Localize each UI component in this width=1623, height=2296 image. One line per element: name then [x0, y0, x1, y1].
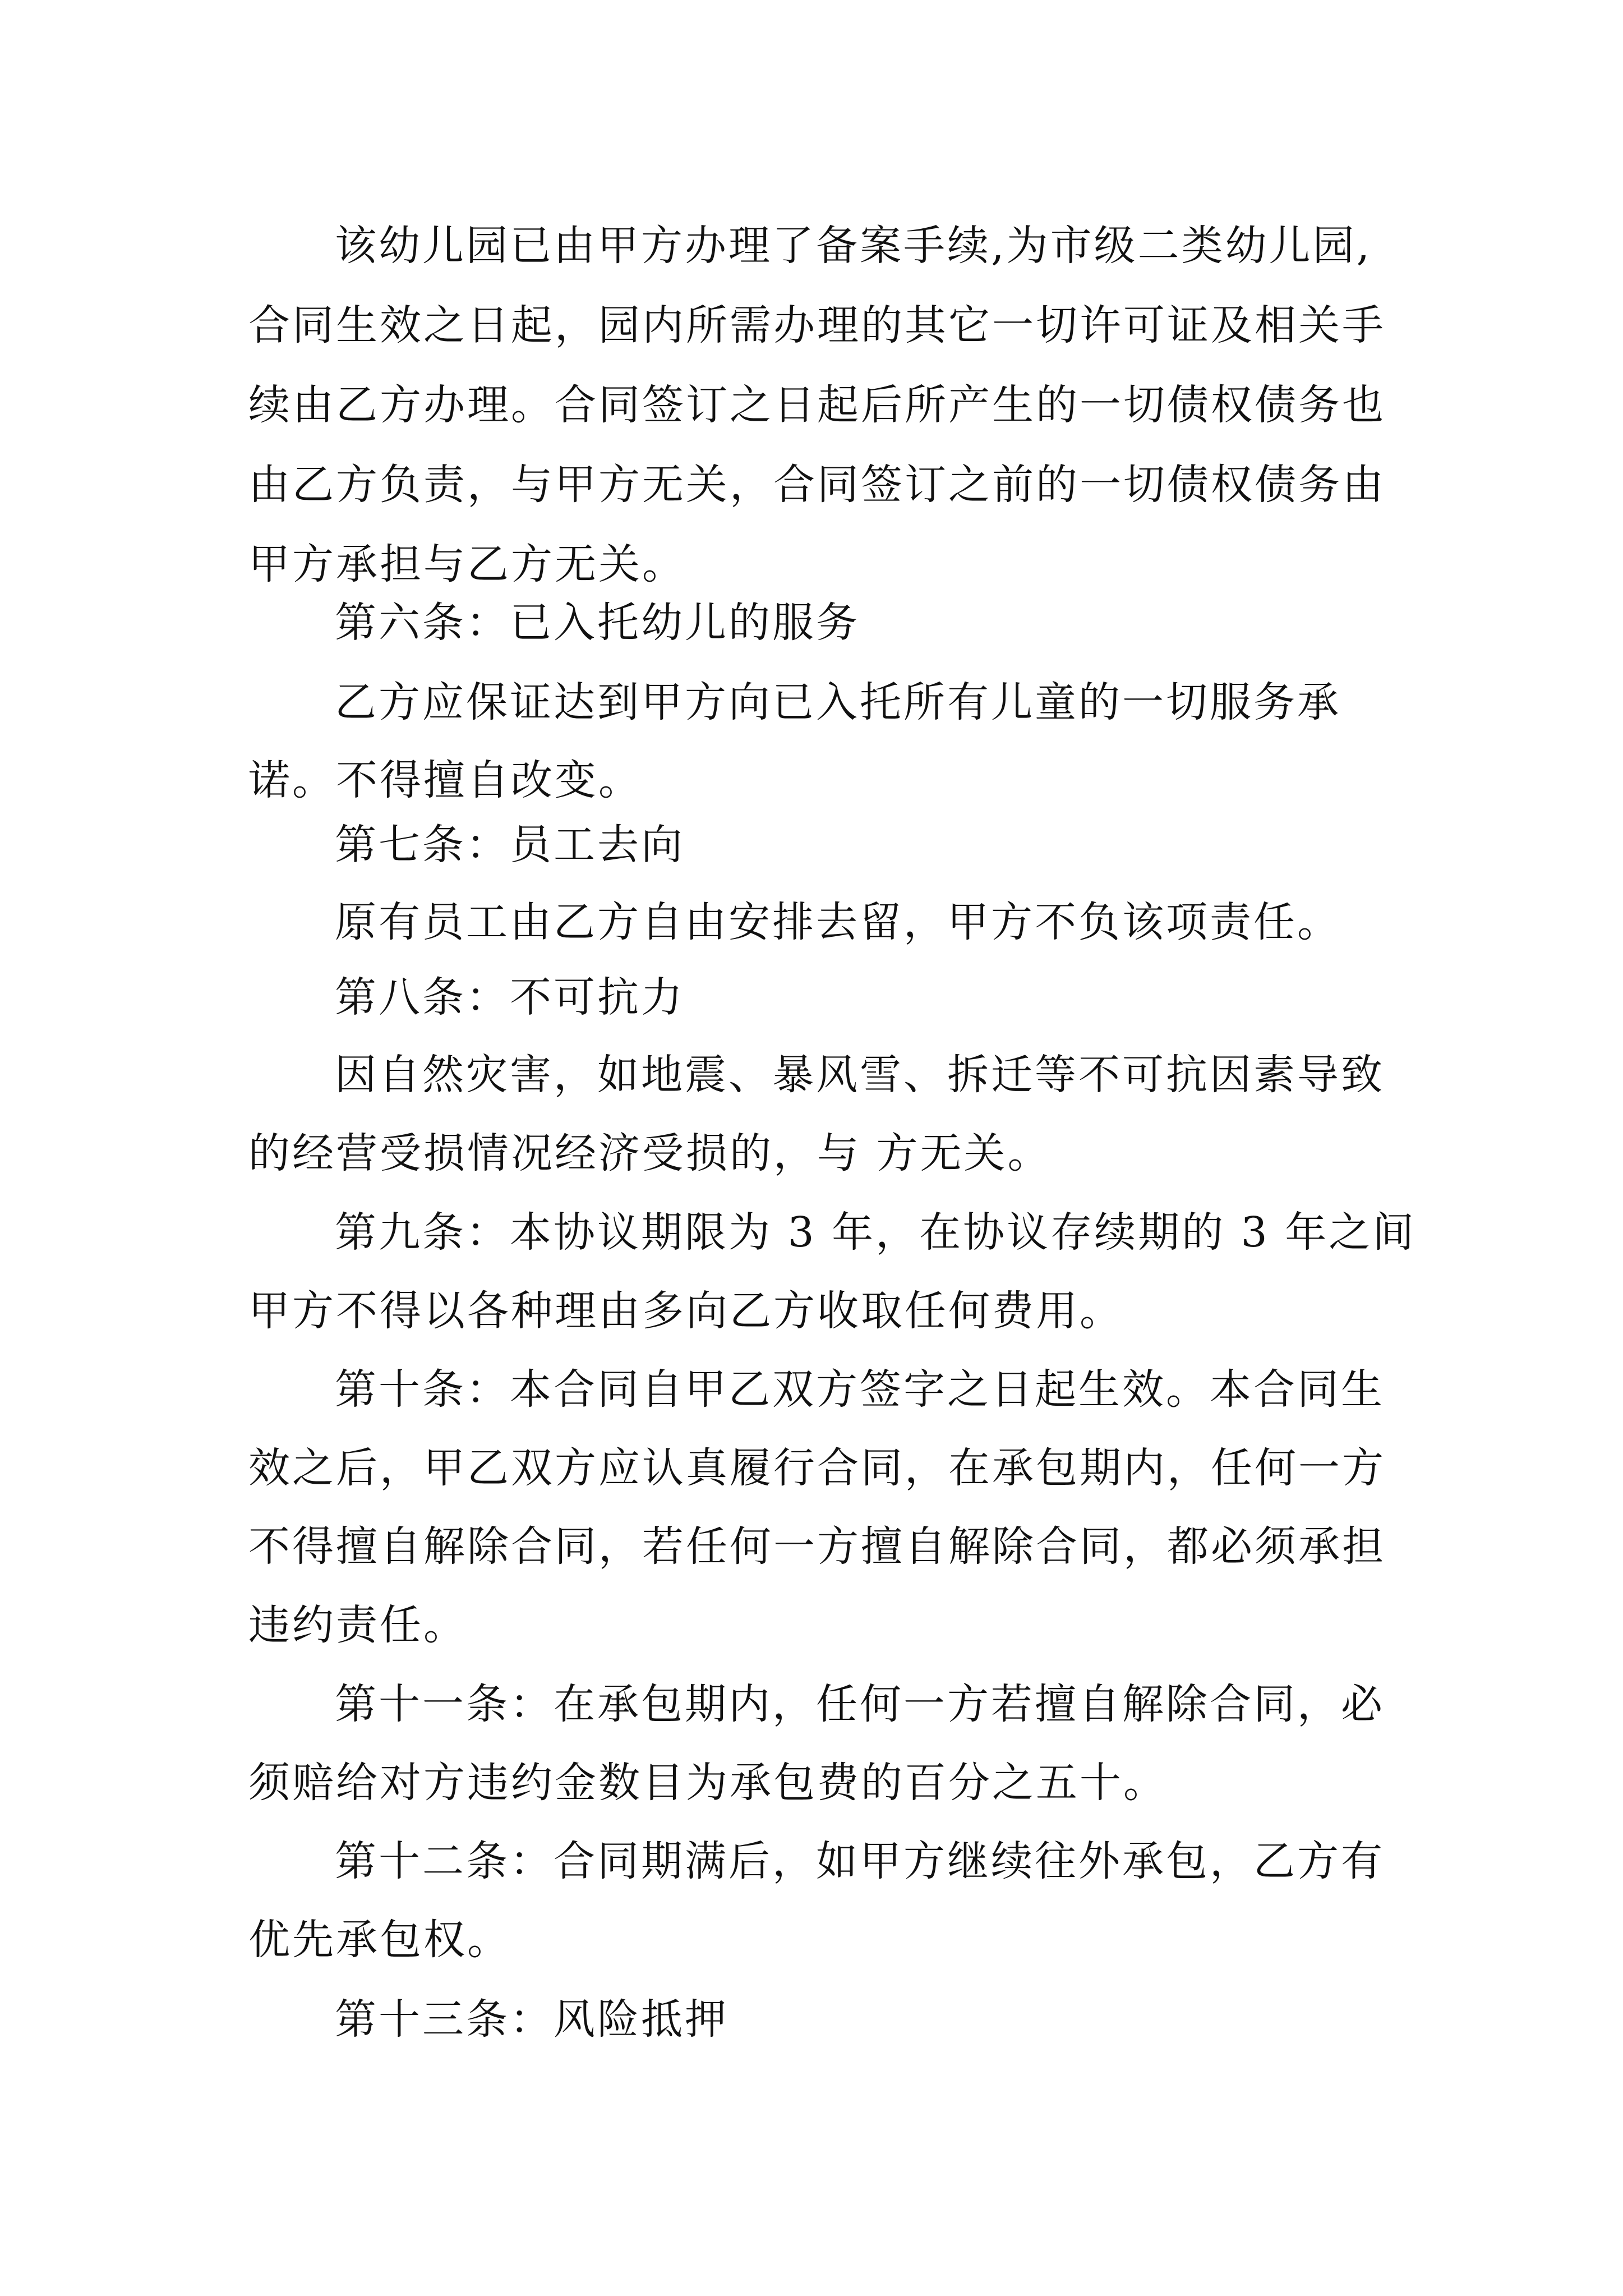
clause-5-line-1: 该幼儿园已由甲方办理了备案手续,为市级二类幼儿园,	[335, 222, 1372, 270]
clause-10-line-2: 效之后，甲乙双方应认真履行合同，在承包期内，任何一方	[248, 1444, 1386, 1492]
clause-7-heading: 第七条：员工去向	[335, 821, 685, 869]
clause-8-body-line-1: 因自然灾害，如地震、暴风雪、拆迁等不可抗因素导致	[335, 1051, 1385, 1099]
clause-5-line-5: 甲方承担与乙方无关。	[248, 540, 686, 588]
clause-5-line-3: 续由乙方办理。合同签订之日起后所产生的一切债权债务也	[248, 381, 1386, 429]
clause-6-body-line-2: 诺。不得擅自改变。	[248, 756, 642, 804]
clause-10-line-4: 违约责任。	[248, 1601, 467, 1649]
clause-10-line-3: 不得擅自解除合同，若任何一方擅自解除合同，都必须承担	[248, 1522, 1386, 1571]
clause-8-heading: 第八条：不可抗力	[335, 973, 685, 1022]
clause-11-line-1: 第十一条：在承包期内，任何一方若擅自解除合同，必	[335, 1680, 1385, 1728]
clause-8-body-line-2: 的经营受损情况经济受损的，与 方无关。	[248, 1129, 1052, 1177]
clause-11-line-2: 须赔给对方违约金数目为承包费的百分之五十。	[248, 1759, 1167, 1807]
clause-13-heading: 第十三条：风险抵押	[335, 1995, 728, 2044]
clause-7-body: 原有员工由乙方自由安排去留，甲方不负该项责任。	[335, 898, 1341, 946]
clause-6-heading: 第六条：已入托幼儿的服务	[335, 599, 860, 647]
clause-9-line-1: 第九条：本协议期限为 3 年，在协议存续期的 3 年之间	[335, 1208, 1417, 1257]
clause-9-line-2: 甲方不得以各种理由多向乙方收取任何费用。	[248, 1287, 1123, 1335]
clause-5-line-4: 由乙方负责，与甲方无关，合同签订之前的一切债权债务由	[248, 461, 1386, 509]
clause-5-line-2: 合同生效之日起，园内所需办理的其它一切许可证及相关手	[248, 301, 1386, 349]
clause-12-line-2: 优先承包权。	[248, 1916, 511, 1964]
clause-10-line-1: 第十条：本合同自甲乙双方签字之日起生效。本合同生	[335, 1365, 1385, 1414]
clause-6-body-line-1: 乙方应保证达到甲方向已入托所有儿童的一切服务承	[335, 678, 1341, 726]
clause-12-line-1: 第十二条：合同期满后，如甲方继续往外承包，乙方有	[335, 1837, 1385, 1885]
